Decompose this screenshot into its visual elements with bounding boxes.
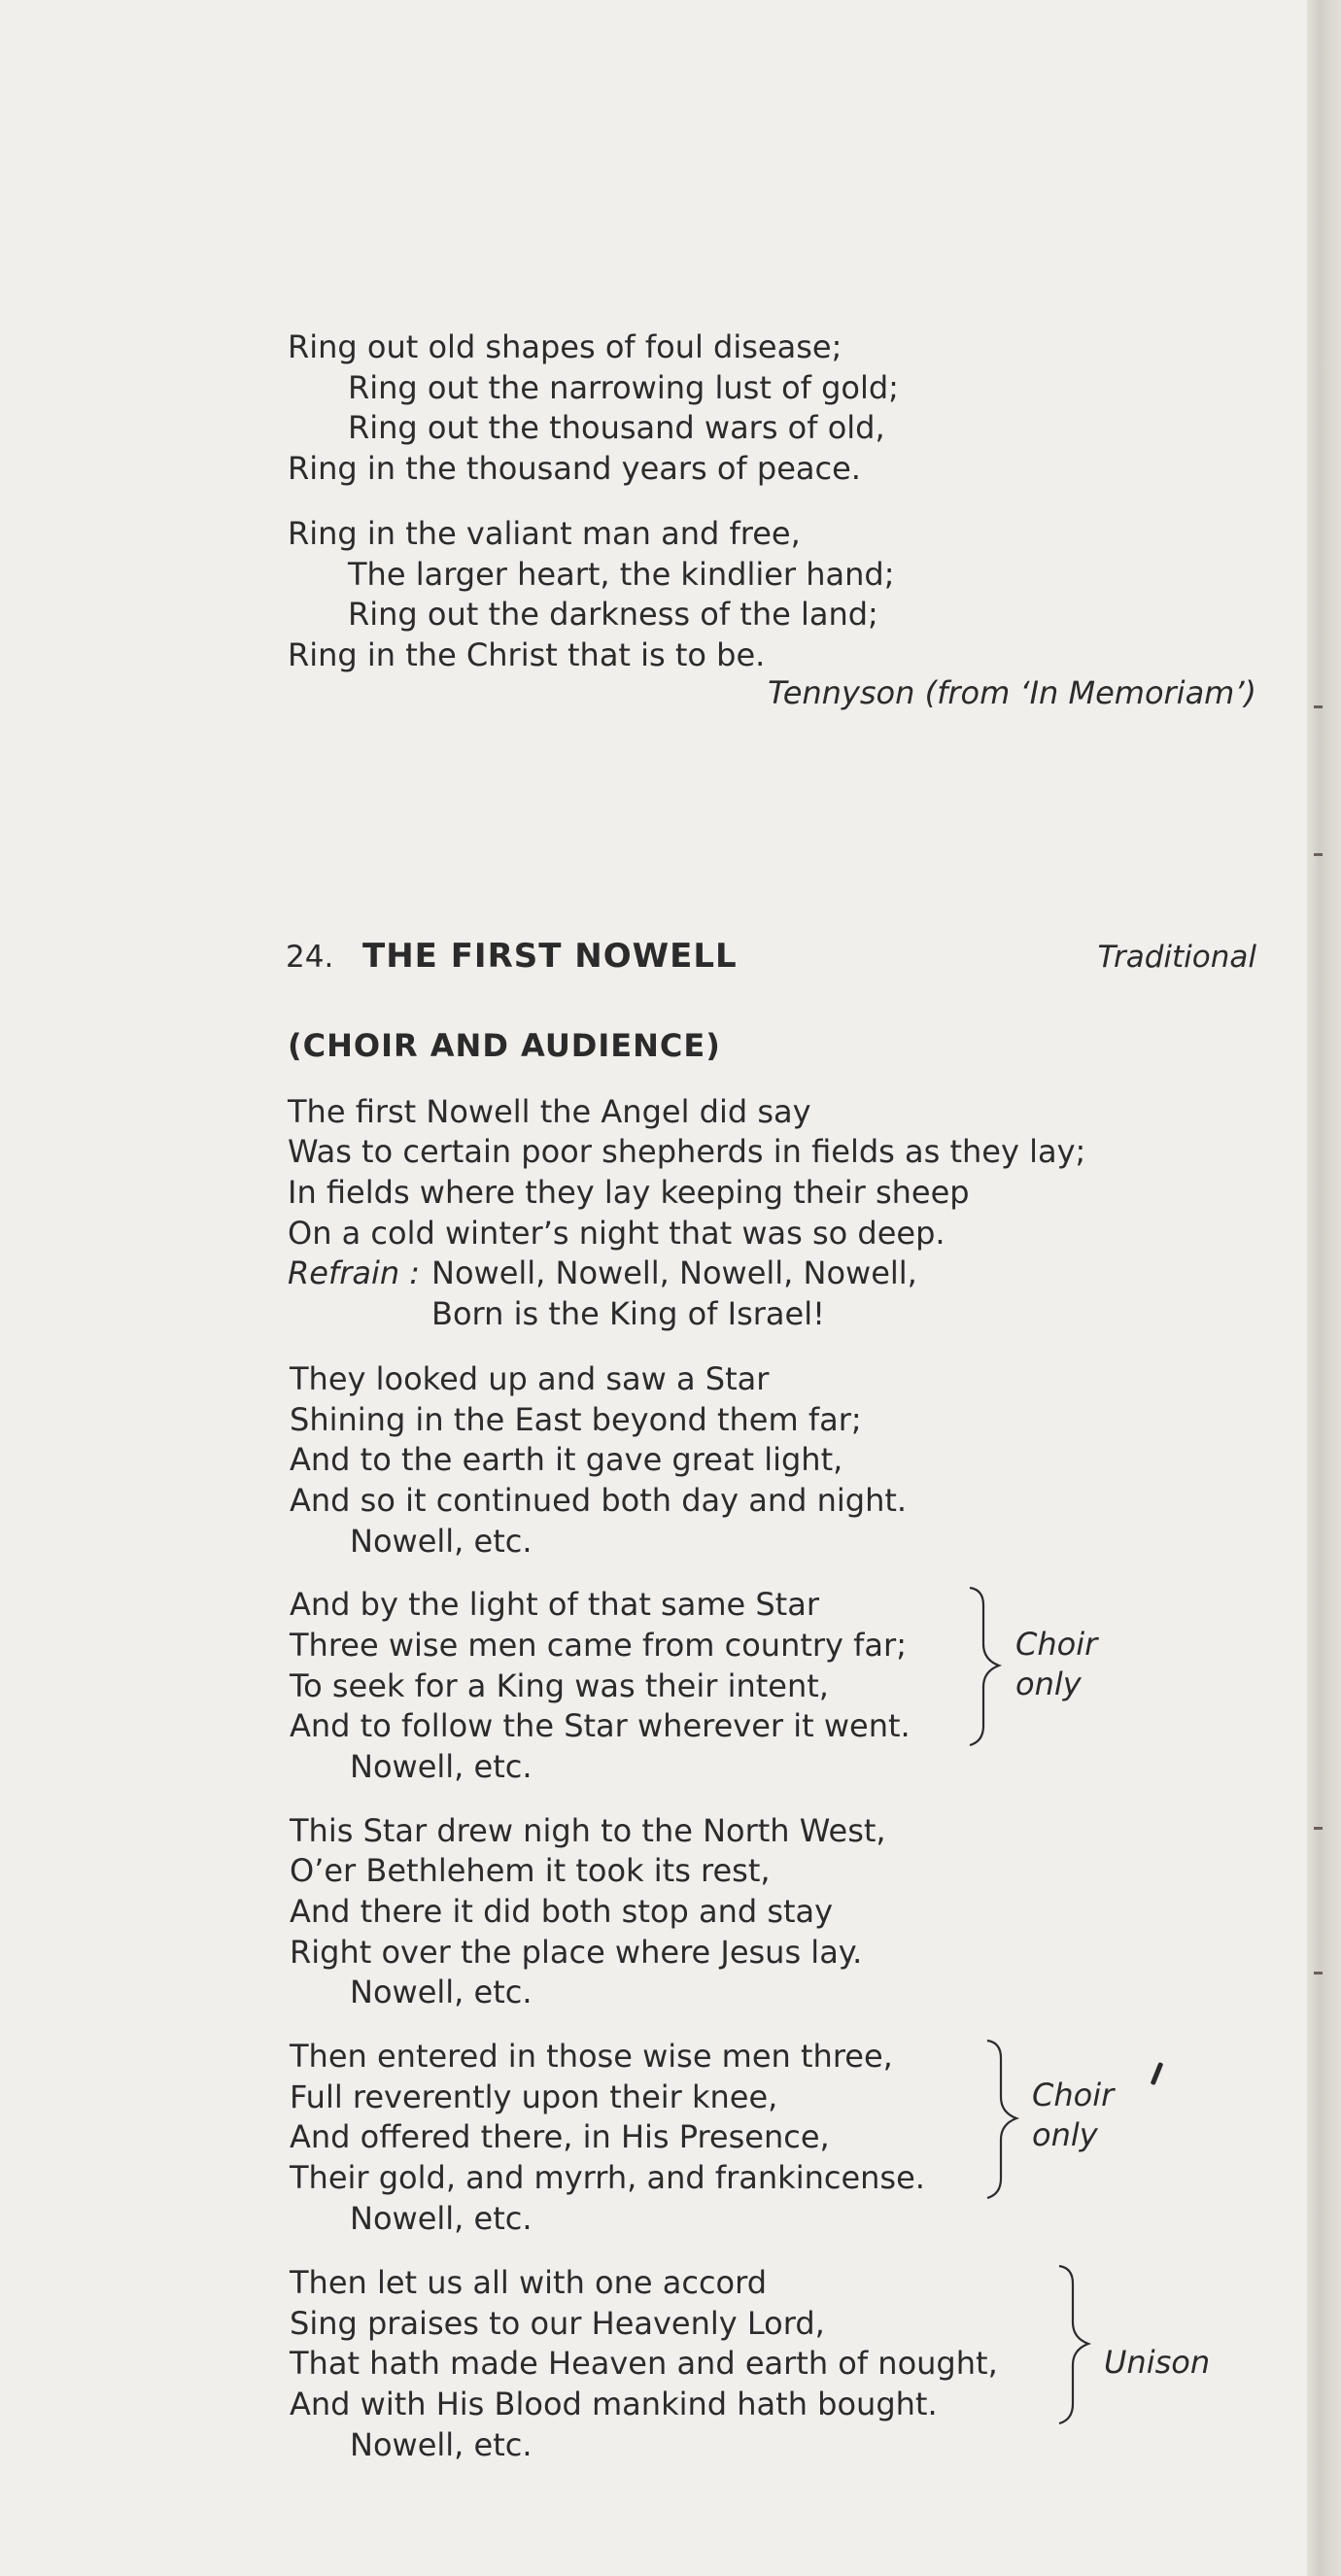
poem-line: Ring in the valiant man and free, (288, 515, 801, 552)
verse-line: And there it did both stop and stay (290, 1893, 834, 1930)
verse-line: This Star drew nigh to the North West, (290, 1812, 886, 1849)
carol-subtitle: (CHOIR AND AUDIENCE) (288, 1027, 721, 1064)
brace-icon (980, 2037, 1028, 2202)
brace-icon (962, 1584, 1011, 1749)
poem-line: The larger heart, the kindlier hand; (348, 556, 895, 593)
poem-line: Ring in the Christ that is to be. (288, 636, 766, 673)
verse-line: Full reverently upon their knee, (290, 2078, 778, 2115)
verse-line: And by the light of that same Star (290, 1586, 819, 1623)
verse-line: And with His Blood mankind hath bought. (290, 2386, 938, 2422)
verse-line: And to follow the Star wherever it went. (290, 1707, 911, 1744)
verse-line: Nowell, etc. (350, 2426, 533, 2463)
poem-line: Ring in the thousand years of peace. (288, 450, 861, 487)
poem-attribution: Tennyson (from ‘In Memoriam’) (768, 674, 1256, 711)
poem-line: Ring out the narrowing lust of gold; (348, 369, 899, 406)
page-edge-mark (1314, 1972, 1323, 1975)
verse-line: And to the earth it gave great light, (290, 1441, 843, 1478)
choir-only-note: Choir only (1032, 2077, 1115, 2153)
verse-line: And offered there, in His Presence, (290, 2118, 830, 2155)
verse-line: Three wise men came from country far; (290, 1627, 907, 1664)
verse-line: To seek for a King was their intent, (290, 1667, 829, 1704)
verse-line: O’er Bethlehem it took its rest, (290, 1852, 771, 1889)
verse-line: Nowell, etc. (350, 1748, 533, 1785)
verse-line: Nowell, etc. (350, 1974, 533, 2010)
verse-line: Was to certain poor shepherds in fields as they lay; (288, 1133, 1086, 1170)
verse-line: Sing praises to our Heavenly Lord, (290, 2305, 825, 2342)
page-edge (1307, 0, 1341, 2576)
verse-line: Then entered in those wise men three, (290, 2038, 893, 2075)
poem-line: Ring out the thousand wars of old, (348, 409, 885, 446)
carol-title: THE FIRST NOWELL (362, 937, 738, 976)
poem-line: Ring out the darkness of the land; (348, 596, 878, 633)
pencil-mark (1151, 2062, 1164, 2085)
refrain-line: Nowell, Nowell, Nowell, Nowell, (431, 1254, 917, 1291)
refrain-line: Born is the King of Israel! (431, 1295, 825, 1332)
verse-line: On a cold winter’s night that was so deep. (288, 1215, 946, 1252)
poem-line: Ring out old shapes of foul disease; (288, 328, 842, 365)
verse-line: In fields where they lay keeping their sheep (288, 1174, 970, 1211)
unison-note: Unison (1104, 2344, 1211, 2381)
verse-line: Nowell, etc. (350, 2200, 533, 2237)
brace-icon (1051, 2262, 1100, 2427)
page-edge-mark (1314, 853, 1323, 856)
verse-line: They looked up and saw a Star (290, 1360, 770, 1397)
page-edge-mark (1314, 1827, 1323, 1830)
verse-line: Nowell, etc. (350, 1523, 533, 1560)
verse-line: Their gold, and myrrh, and frankincense. (290, 2159, 925, 2196)
page-edge-mark (1314, 705, 1323, 708)
verse-line: That hath made Heaven and earth of nought, (290, 2345, 998, 2382)
carol-source: Traditional (1097, 940, 1256, 975)
verse-line: The first Nowell the Angel did say (288, 1093, 811, 1130)
choir-only-note: Choir only (1015, 1626, 1098, 1702)
verse-line: Right over the place where Jesus lay. (290, 1934, 863, 1971)
verse-line: And so it continued both day and night. (290, 1482, 908, 1519)
refrain-label: Refrain : (288, 1254, 421, 1291)
verse-line: Shining in the East beyond them far; (290, 1401, 862, 1438)
verse-line: Then let us all with one accord (290, 2264, 768, 2301)
carol-number: 24. (286, 940, 334, 975)
